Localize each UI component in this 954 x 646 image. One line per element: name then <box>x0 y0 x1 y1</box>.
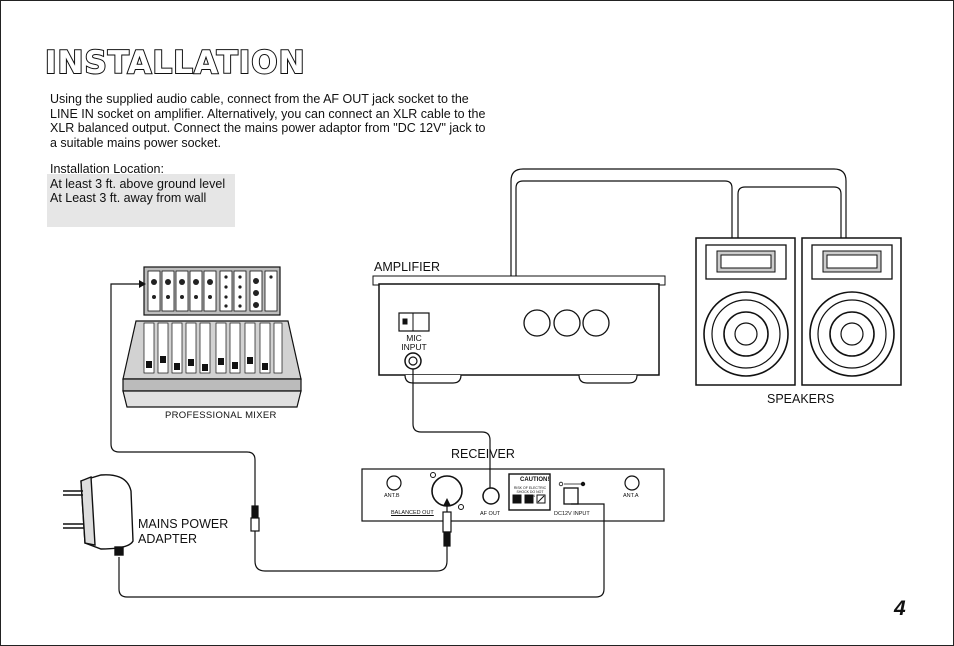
ant-a-label: ANT.A <box>623 493 639 499</box>
caution-subtext: RISK OF ELECTRIC SHOCK DO NOT OPEN <box>513 486 547 498</box>
balanced-out-label: BALANCED OUT <box>391 510 434 516</box>
professional-mixer <box>123 267 301 407</box>
jack-plug <box>251 506 259 531</box>
speaker-left <box>696 238 795 385</box>
location-heading: Installation Location: <box>50 162 164 176</box>
xlr-plug <box>443 512 451 546</box>
af-out-label: AF OUT <box>480 511 501 517</box>
speaker-right <box>802 238 901 385</box>
speakers-label: SPEAKERS <box>767 392 835 406</box>
mixer-label: PROFESSIONAL MIXER <box>165 410 277 421</box>
caution-label: CAUTION! <box>520 477 550 483</box>
mic-input-label: MIC INPUT <box>401 333 427 352</box>
ant-b-label: ANT.B <box>384 493 400 499</box>
installation-diagram <box>1 1 954 646</box>
amplifier <box>373 276 665 383</box>
page-number: 4 <box>894 597 906 620</box>
page-title: INSTALLATION <box>45 45 306 81</box>
adapter-label: MAINS POWER ADAPTER <box>138 517 229 546</box>
mains-power-adapter <box>63 475 133 555</box>
intro-paragraph: Using the supplied audio cable, connect from the AF OUT jack socket to the LINE IN socket on amplifier. Alternatively, you can connect an XLR cable to the XLR balanced output. Connect the mains power adaptor from "DC 12V" jack to a suitable mains power socket. <box>50 92 486 150</box>
receiver-label: RECEIVER <box>451 447 515 461</box>
amplifier-label: AMPLIFIER <box>374 260 440 274</box>
location-line-height: At least 3 ft. above ground level <box>50 177 226 191</box>
location-line-wall: At Least 3 ft. away from wall <box>50 191 207 205</box>
dc12v-input-label: DC12V INPUT <box>554 511 590 517</box>
